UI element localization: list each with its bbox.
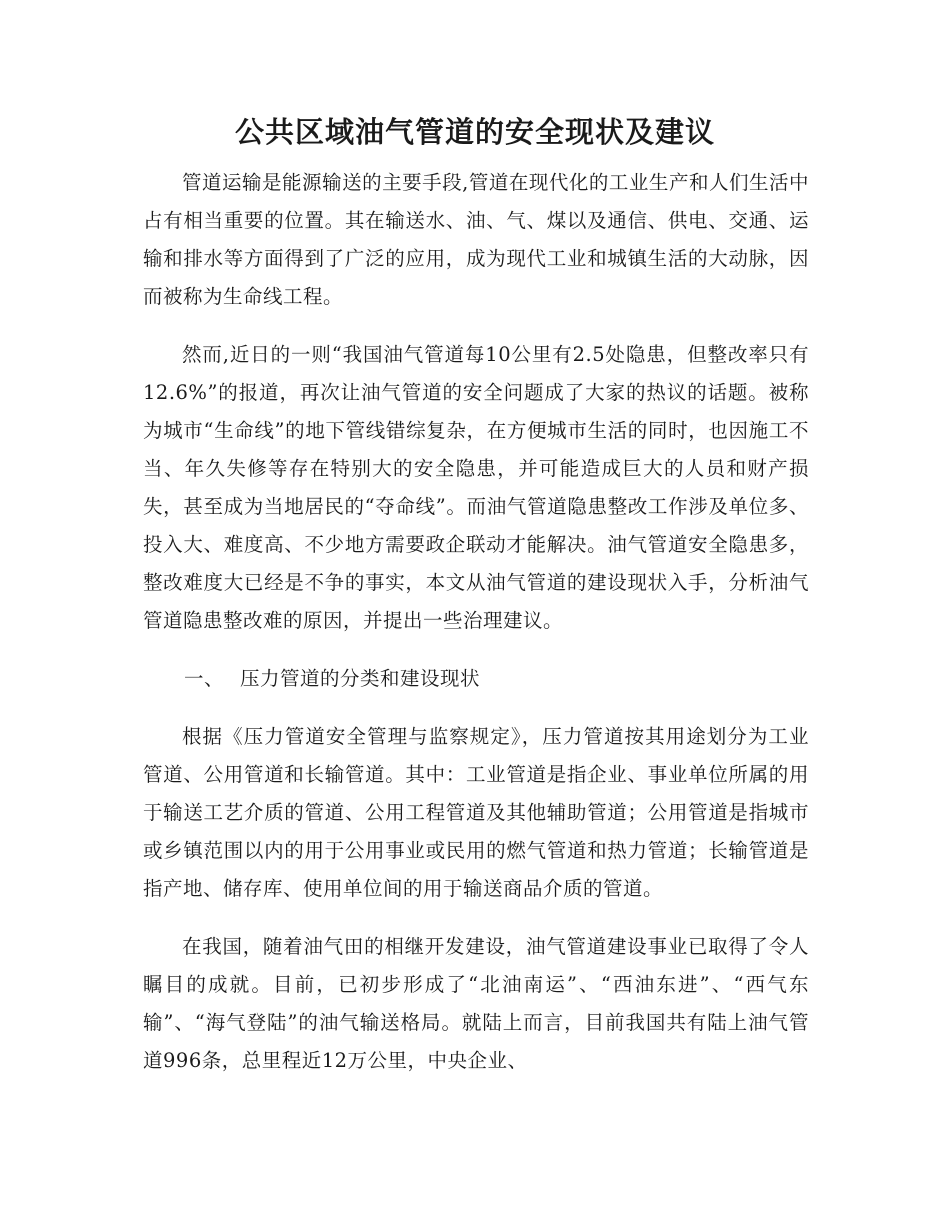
section-title: 压力管道的分类和建设现状 (240, 667, 481, 690)
paragraph-classification: 根据《压力管道安全管理与监察规定》，压力管道按其用途划分为工业管道、公用管道和长输管道。其中：工业管道是指企业、事业单位所属的用于输送工艺介质的管道、公用工程管道及其他辅助管道；公用管道是指城市或乡镇范围以内的用于公用事业或民用的燃气管道和热力管道；长输管道是指产地、储存库、使用单位间的用于输送商品介质的管道。 (143, 725, 809, 900)
paragraph-issue: 然而,近日的一则“我国油气管道每10公里有2.5处隐患，但整改率只有12.6%”的报道，再次让油气管道的安全问题成了大家的热议的话题。被称为城市“生命线”的地下管线错综复杂，在方便城市生活的同时，也因施工不当、年久失修等存在特别大的安全隐患，并可能造成巨大的人员和财产损失，甚至成为当地居民的“夺命线”。而油气管道隐患整改工作涉及单位多、投入大、难度高、不少地方需要政企联动才能解决。油气管道安全隐患多，整改难度大已经是不争的事实，本文从油气管道的建设现状入手，分析油气管道隐患整改难的原因，并提出一些治理建议。 (143, 343, 809, 632)
paragraph-status: 在我国，随着油气田的相继开发建设，油气管道建设事业已取得了令人瞩目的成就。目前，已初步形成了“北油南运”、“西油东进”、“西气东输”、“海气登陆”的油气输送格局。就陆上而言，目前我国共有陆上油气管道996条，总里程近12万公里，中央企业、 (143, 935, 809, 1072)
paragraph-intro: 管道运输是能源输送的主要手段,管道在现代化的工业生产和人们生活中占有相当重要的位置。其在输送水、油、气、煤以及通信、供电、交通、运输和排水等方面得到了广泛的应用，成为现代工业和城镇生活的大动脉，因而被称为生命线工程。 (143, 171, 809, 308)
document-body (143, 164, 809, 1100)
section-heading (143, 660, 809, 698)
section-number: 一、 (184, 667, 225, 690)
document-title: 公共区域油气管道的安全现状及建议 (234, 115, 715, 149)
